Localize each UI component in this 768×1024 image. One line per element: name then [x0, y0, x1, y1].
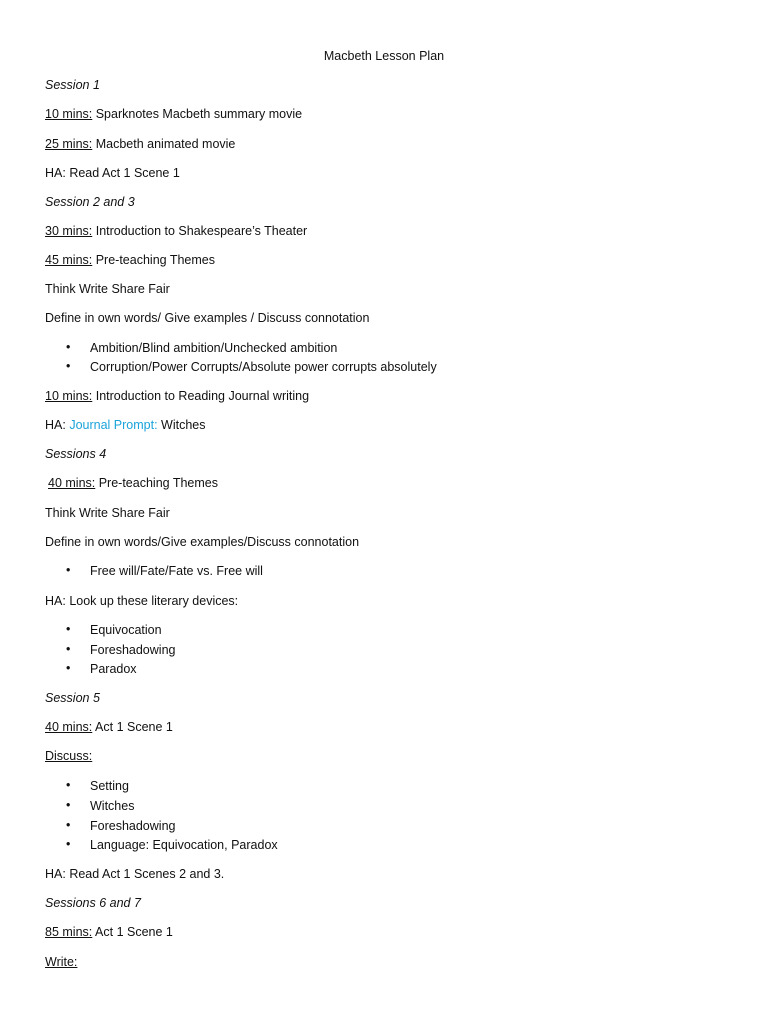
session-1-line-1	[45, 106, 302, 122]
bullet-icon: •	[66, 778, 71, 792]
session-4-define: Define in own words/Give examples/Discuss connotation	[45, 535, 360, 549]
session-1-heading: Session 1	[45, 78, 100, 92]
journal-prompt-label: Journal Prompt:	[69, 418, 158, 432]
session-6-write: Write:	[45, 955, 78, 969]
list-item-text: Language: Equivocation, Paradox	[90, 838, 278, 852]
list-item-text: Equivocation	[90, 623, 162, 637]
page-title: Macbeth Lesson Plan	[323, 49, 445, 63]
session-2-define: Define in own words/ Give examples / Discuss connotation	[45, 311, 370, 325]
line-text: Act 1 Scene 1	[92, 925, 173, 939]
line-text: Introduction to Shakespeare’s Theater	[92, 224, 308, 238]
session-5-discuss: Discuss:	[45, 749, 93, 763]
time-label: 25 mins:	[45, 137, 93, 151]
bullet-icon: •	[66, 661, 71, 675]
session-2-homework	[45, 417, 206, 433]
ha-text: Witches	[157, 418, 206, 432]
bullet-icon: •	[66, 642, 71, 656]
time-label: 10 mins:	[45, 389, 93, 403]
bullet-icon: •	[66, 818, 71, 832]
session-4-heading: Sessions 4	[45, 447, 107, 461]
bullet-icon: •	[66, 837, 71, 851]
session-1-homework	[45, 165, 180, 181]
bullet-icon: •	[66, 359, 71, 373]
list-item-text: Witches	[90, 799, 135, 813]
line-text: Pre-teaching Themes	[95, 476, 218, 490]
session-4-think: Think Write Share Fair	[45, 506, 170, 520]
bullet-icon: •	[66, 622, 71, 636]
list-item-text: Setting	[90, 779, 129, 793]
list-item-text: Corruption/Power Corrupts/Absolute power corrupts absolutely	[90, 360, 437, 374]
time-label: 45 mins:	[45, 253, 93, 267]
time-label: 30 mins:	[45, 224, 93, 238]
ha-label: HA:	[45, 594, 66, 608]
line-text: Macbeth animated movie	[92, 137, 236, 151]
list-item-text: Foreshadowing	[90, 819, 176, 833]
list-item-text: Free will/Fate/Fate vs. Free will	[90, 564, 263, 578]
session-2-line-3	[45, 388, 309, 404]
list-item-text: Paradox	[90, 662, 137, 676]
ha-text: Read Act 1 Scenes 2 and 3.	[65, 867, 225, 881]
time-label: 40 mins:	[45, 720, 93, 734]
time-label: 40 mins:	[48, 476, 96, 490]
session-5-line-1	[45, 719, 173, 735]
line-text: Sparknotes Macbeth summary movie	[92, 107, 303, 121]
session-1-line-2	[45, 136, 235, 152]
session-2-line-2	[45, 252, 215, 268]
session-2-heading: Session 2 and 3	[45, 195, 135, 209]
list-item-text: Ambition/Blind ambition/Unchecked ambition	[90, 341, 338, 355]
list-item-text: Foreshadowing	[90, 643, 176, 657]
bullet-icon: •	[66, 563, 71, 577]
time-label: 10 mins:	[45, 107, 93, 121]
line-text: Pre-teaching Themes	[92, 253, 215, 267]
session-5-heading: Session 5	[45, 691, 100, 705]
session-5-homework	[45, 866, 224, 882]
bullet-icon: •	[66, 340, 71, 354]
session-4-line-1	[48, 475, 218, 491]
ha-label: HA:	[45, 166, 66, 180]
ha-text: Read Act 1 Scene 1	[65, 166, 180, 180]
time-label: 85 mins:	[45, 925, 93, 939]
ha-label: HA:	[45, 867, 66, 881]
session-2-line-1	[45, 223, 307, 239]
bullet-icon: •	[66, 798, 71, 812]
line-text: Act 1 Scene 1	[92, 720, 173, 734]
session-2-think: Think Write Share Fair	[45, 282, 170, 296]
ha-text: Look up these literary devices:	[65, 594, 239, 608]
session-6-heading: Sessions 6 and 7	[45, 896, 141, 910]
ha-label: HA:	[45, 418, 66, 432]
line-text: Introduction to Reading Journal writing	[92, 389, 310, 403]
session-4-homework	[45, 593, 238, 609]
session-6-line-1	[45, 924, 173, 940]
